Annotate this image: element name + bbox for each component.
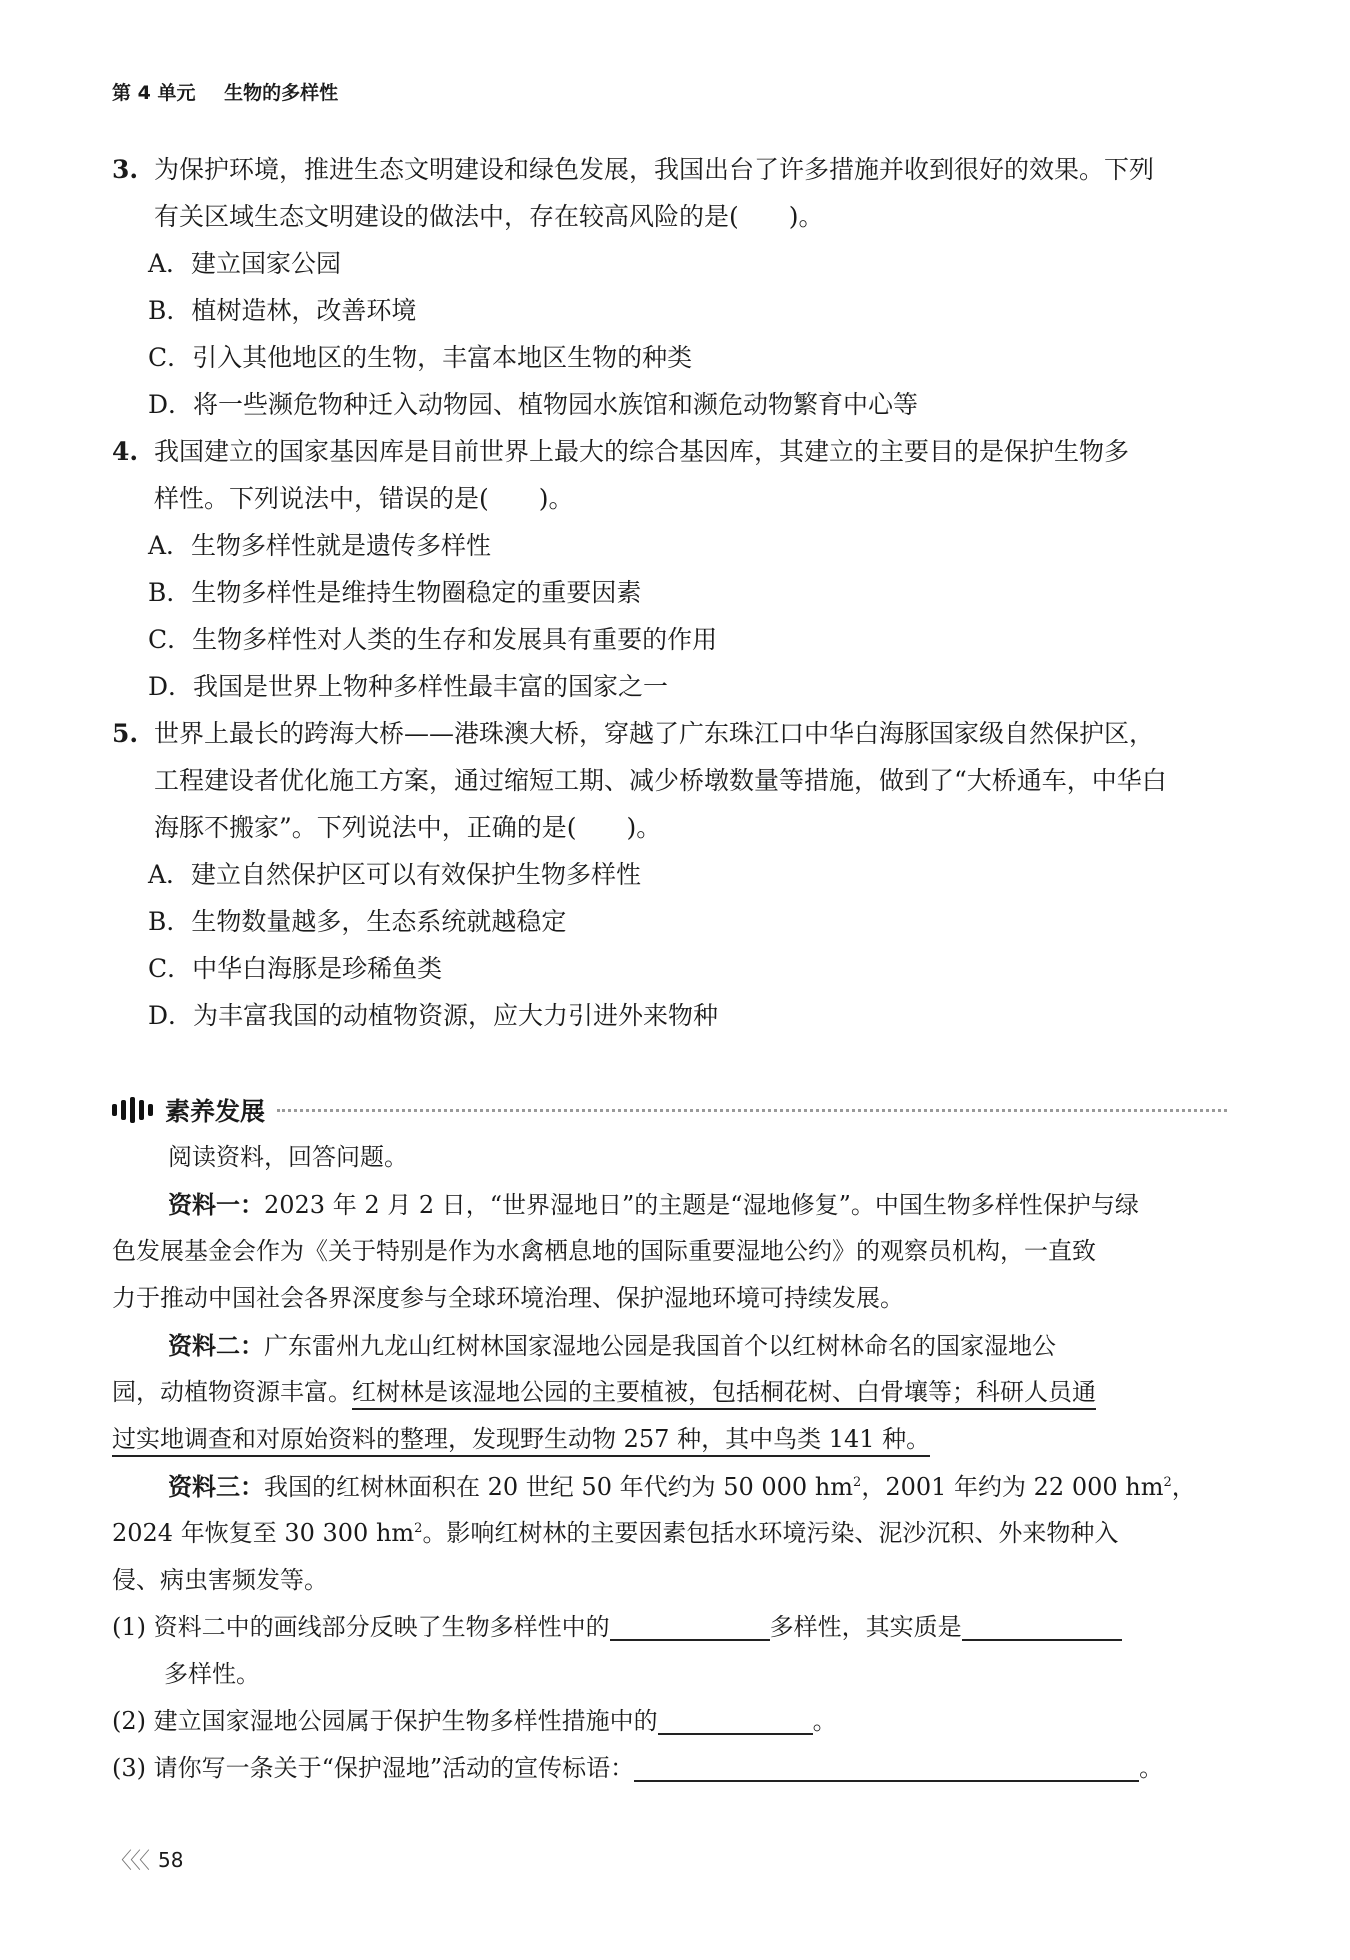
page-footer (110, 1844, 183, 1875)
section-title: 素养发展 (165, 1097, 266, 1126)
reading-block (112, 1134, 1232, 1792)
superscript: 2 (414, 1521, 423, 1536)
superscript: 2 (1163, 1475, 1172, 1490)
material-text: 我国的红树林面积在 20 世纪 50 年代约为 50 000 hm (264, 1473, 854, 1501)
option-c: C．引入其他地区的生物，丰富本地区生物的种类 (148, 343, 693, 372)
material-1-line-2: 色发展基金会作为《关于特别是作为水禽栖息地的国际重要湿地公约》的观察员机构，一直致 (112, 1237, 1096, 1265)
stem-text: )。 (538, 484, 574, 513)
question-4-stem-line-2 (112, 475, 1232, 522)
material-1-line-3: 力于推动中国社会各界深度参与全球环境治理、保护湿地环境可持续发展。 (112, 1284, 904, 1312)
unit-label: 第 4 单元 (112, 82, 196, 104)
question-3-stem-line-2 (112, 193, 1232, 240)
material-2-line-3 (112, 1416, 1232, 1463)
underlined-text: 过实地调查和对原始资料的整理，发现野生动物 257 种，其中鸟类 141 种。 (112, 1425, 930, 1457)
question-5-stem-line-2: 工程建设者优化施工方案，通过缩短工期、减少桥墩数量等措施，做到了“大桥通车，中华白 (154, 766, 1167, 795)
material-label: 资料二： (168, 1331, 264, 1360)
question-5-stem-line-3 (112, 804, 1232, 851)
sub-question-1 (112, 1604, 1232, 1651)
answer-blank[interactable] (610, 1609, 770, 1641)
stem-text: 世界上最长的跨海大桥——港珠澳大桥，穿越了广东珠江口中华白海豚国家级自然保护区， (154, 719, 1155, 748)
material-text: 2024 年恢复至 30 300 hm (112, 1519, 415, 1547)
material-text: ， (1171, 1473, 1196, 1501)
answer-blank[interactable] (962, 1609, 1122, 1641)
material-3-line-1 (112, 1463, 1232, 1510)
section-header (112, 1093, 1227, 1127)
option-a: A．建立自然保护区可以有效保护生物多样性 (148, 860, 642, 889)
option-b: B．生物多样性是维持生物圈稳定的重要因素 (148, 578, 642, 607)
question-3-stem-line-1 (112, 146, 1232, 193)
option-c: C．生物多样性对人类的生存和发展具有重要的作用 (148, 625, 718, 654)
option-c: C．中华白海豚是珍稀鱼类 (148, 954, 443, 983)
question-5-stem-line-1 (112, 710, 1232, 757)
questions-block (112, 146, 1232, 1039)
sub-question-text: (3) 请你写一条关于“保护湿地”活动的宣传标语： (112, 1754, 635, 1782)
question-number: 3. (112, 155, 139, 184)
sub-question-text: 。 (812, 1707, 837, 1735)
sub-question-3 (112, 1745, 1232, 1792)
material-label: 资料一： (168, 1190, 264, 1219)
unit-title: 生物的多样性 (224, 82, 339, 104)
stem-text: )。 (788, 202, 824, 231)
answer-blank[interactable] (658, 1703, 813, 1735)
question-number: 4. (112, 437, 139, 466)
question-number: 5. (112, 719, 139, 748)
sub-question-text: (1) 资料二中的画线部分反映了生物多样性中的 (112, 1613, 610, 1641)
sub-question-1-cont: 多样性。 (164, 1660, 260, 1688)
option-a: A．建立国家公园 (148, 249, 342, 278)
question-4-stem-line-1 (112, 428, 1232, 475)
option-b: B．植树造林，改善环境 (148, 296, 417, 325)
page-header (112, 78, 338, 105)
option-a: A．生物多样性就是遗传多样性 (148, 531, 492, 560)
stem-text: 为保护环境，推进生态文明建设和绿色发展，我国出台了许多措施并收到很好的效果。下列 (154, 155, 1155, 184)
sub-question-text: 多样性，其实质是 (769, 1613, 962, 1641)
stem-text: 有关区域生态文明建设的做法中，存在较高风险的是( (154, 202, 739, 231)
sub-question-text: 。 (1139, 1754, 1164, 1782)
bars-icon (112, 1097, 153, 1123)
stem-text: 样性。下列说法中，错误的是( (154, 484, 489, 513)
stem-text: 我国建立的国家基因库是目前世界上最大的综合基因库，其建立的主要目的是保护生物多 (154, 437, 1130, 466)
material-3-line-3: 侵、病虫害频发等。 (112, 1566, 328, 1594)
option-b: B．生物数量越多，生态系统就越稳定 (148, 907, 567, 936)
material-label: 资料三： (168, 1472, 264, 1501)
material-2-line-1 (112, 1322, 1232, 1369)
option-d: D．为丰富我国的动植物资源，应大力引进外来物种 (148, 1001, 719, 1030)
chevrons-left-icon: 〈〈〈 (110, 1849, 149, 1874)
sub-question-2 (112, 1698, 1232, 1745)
stem-text: 海豚不搬家”。下列说法中，正确的是( (154, 813, 577, 842)
stem-text: )。 (626, 813, 662, 842)
material-1-line-1 (112, 1181, 1232, 1228)
material-text: ，2001 年约为 22 000 hm (861, 1473, 1164, 1501)
material-text: 2023 年 2 月 2 日，“世界湿地日”的主题是“湿地修复”。中国生物多样性保护与绿 (264, 1191, 1139, 1219)
page-number: 58 (158, 1847, 184, 1872)
superscript: 2 (853, 1475, 862, 1490)
material-text: 广东雷州九龙山红树林国家湿地公园是我国首个以红树林命名的国家湿地公 (264, 1332, 1056, 1360)
material-3-line-2 (112, 1510, 1232, 1557)
answer-blank[interactable] (634, 1750, 1139, 1782)
option-d: D．我国是世界上物种多样性最丰富的国家之一 (148, 672, 669, 701)
material-text: 园，动植物资源丰富。 (112, 1378, 352, 1406)
material-text: 。影响红树林的主要因素包括水环境污染、泥沙沉积、外来物种入 (422, 1519, 1119, 1547)
dotted-divider (277, 1109, 1227, 1112)
material-2-line-2 (112, 1369, 1232, 1416)
option-d: D．将一些濒危物种迁入动物园、植物园水族馆和濒危动物繁育中心等 (148, 390, 919, 419)
sub-question-text: (2) 建立国家湿地公园属于保护生物多样性措施中的 (112, 1707, 658, 1735)
underlined-text: 红树林是该湿地公园的主要植被，包括桐花树、白骨壤等；科研人员通 (352, 1378, 1096, 1410)
reading-intro: 阅读资料，回答问题。 (168, 1143, 408, 1171)
